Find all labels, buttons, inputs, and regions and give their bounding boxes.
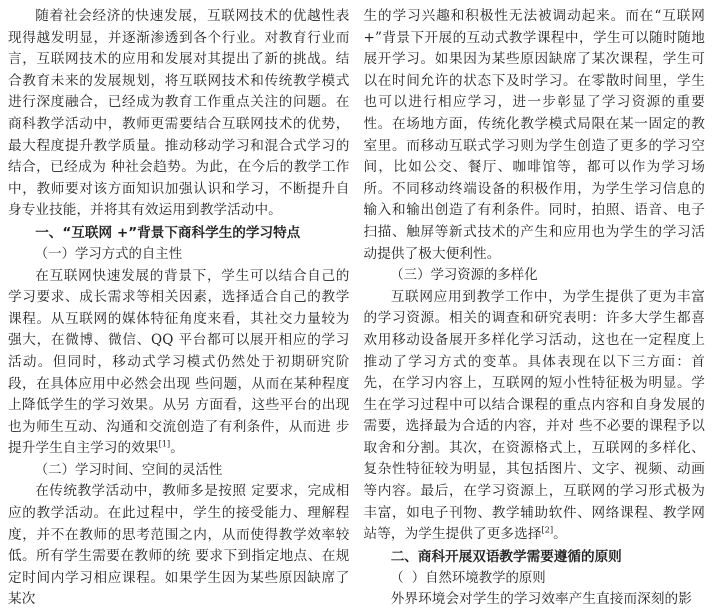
citation-1: [1]	[158, 439, 171, 449]
paragraph-1-1	[8, 266, 350, 460]
subsection-heading-2-1: （ ）自然环境教学的原则	[390, 570, 546, 586]
subsection-heading-1-3: （三）学习资源的多样化	[390, 268, 538, 284]
paragraph-1-3-text: 互联网应用到教学工作中，为学生提供了更为丰富的学习资源。相关的调查和研究表明：许多大学生都喜欢用移动设备展开多样化学习活动，这也在一定程度上推动了学习方式的变革。具体表现在以下三方面：首先，在学习内容上，互联网的短小性特征极为明显。学生在学习过程中可以结合课程的重点内容和自身发展的需要，选择最为合适的内容，并对 些不必要的课程予以取舍和分割。其次，在资源格式上，互联网的多样化、复杂性特征较为明显，其包括图片、文字、视频、动画等内容。最后，在学习资源上，互联网的学习形式极为丰富，如电子刊物、教学辅助软件、网络课程、教学网站等，为学生提供了更多选择	[363, 288, 705, 543]
left-column	[8, 6, 350, 608]
subsection-heading-1-1: （一）学习方式的自主性	[34, 246, 183, 262]
paragraph-1-1-end: 。	[170, 440, 184, 457]
paragraph-1-1-text: 在互联网快速发展的背景下，学生可以结合自己的学习要求、成长需求等相关因素，选择适合自己的教学课程。从互联网的媒体特征角度来看，其社交力量较为强大，在微博、微信、QQ 平台都可以展开相应的学习活动。但同时，移动式学习模式仍然处于初期研究阶段，在具体应用中必然会出现 些问题，从而在某种程度上降低学生的学习效果。从另 方面看，这些平台的出现也为师生互动、沟通和交流创造了有利条件，从而进 步提升学生自主学习的效果	[8, 267, 350, 457]
section-heading-2: 二、商科开展双语教学需要遵循的原则	[390, 548, 622, 565]
paragraph-2-1: 外界环境会对学生的学习效率产生直接而深刻的影	[390, 591, 692, 608]
paragraph-1-3	[364, 287, 706, 546]
citation-2: [2]	[541, 525, 554, 535]
section-heading-1: 一、“互联网 +”背景下商科学生的学习特点	[35, 224, 301, 241]
intro-paragraph: 随着社会经济的快速发展，互联网技术的优越性表现得越发明显，并逐渐渗透到各个行业。对教育行业而言，互联网技术的应用和发展对其提出了新的挑战。结合教育未来的发展规划，将互联网技术和传统教学模式进行深度融合，已经成为教育工作重点关注的问题。在商科教学活动中，教师更需要结合互联网技术的优势，最大程度提升教学质量。推动移动学习和混合式学习的结合，已经成为 种社会趋势。为此，在今后的教学工作中，教师要对该方面知识加强认识和学习，不断提升自身专业技能，并将其有效运用到教学活动中。	[8, 8, 350, 219]
paragraph-1-2: 在传统教学活动中，教师多是按照 定要求，完成相应的教学活动。在此过程中，学生的接受能力、理解程度，并不在教师的思考范围之内，从而使得教学效率较低。所有学生需要在教师的统 要求下到指定地点、在规定时间内学习相应课程。如果学生因为某些原因缺席了某次	[8, 483, 350, 608]
subsection-heading-1-2: （二）学习时间、空间的灵活性	[34, 462, 223, 478]
paragraph-1-2-continued: 生的学习兴趣和积极性无法被调动起来。而在“互联网+”背景下开展的互动式教学课程中，学生可以随时随地展开学习。如果因为某些原因缺席了某次课程，学生可以在时间允许的状态下及时学习。在零散时间里，学生也可以进行相应学习，进一步彰显了学习资源的重要性。在场地方面，传统化教学模式局限在某一固定的教室里。而移动互联式学习则为学生创造了更多的学习空间，比如公交、餐厅、咖啡馆等，都可以作为学习场所。不同移动终端设备的积极作用，为学生学习信息的输入和输出创造了有利条件。同时，拍照、语音、电子扫描、触屏等新式技术的产生和应用也为学生的学习活动提供了极大便利性。	[363, 8, 705, 262]
right-column	[363, 6, 706, 608]
paragraph-1-3-end: 。	[553, 526, 567, 543]
